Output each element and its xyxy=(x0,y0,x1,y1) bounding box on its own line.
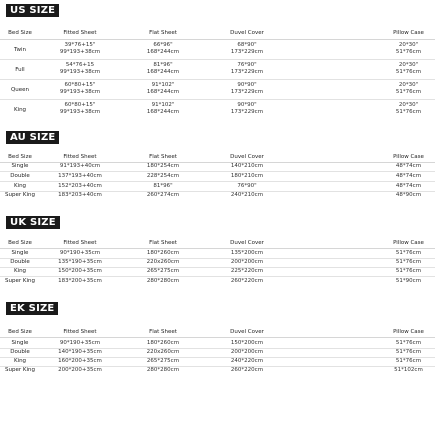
header-duvet-cover: Duvel Cover xyxy=(230,30,264,36)
bed-size-label: King xyxy=(13,183,27,189)
fitted-sheet-cell: 150*200+35cm xyxy=(58,268,102,274)
fitted-sheet-cell: 183*200+35cm xyxy=(58,278,102,284)
duvet-cover-cell: 260*220cm xyxy=(230,278,264,284)
bed-size-label: Twin xyxy=(14,47,26,53)
fitted-sheet-cell: 183*203+40cm xyxy=(58,192,102,198)
pillow-case-cell: 51*76cm xyxy=(395,349,422,355)
duvet-cover-cell: 76*90" xyxy=(237,183,257,189)
flat-sheet-cell: 228*254cm xyxy=(146,173,180,179)
fitted-sheet-cell: 140*190+35cm xyxy=(58,349,102,355)
bed-size-label: Double xyxy=(10,173,30,179)
us-size-badge: US SIZE xyxy=(6,4,59,17)
flat-sheet-cell: 66*96" 168*244cm xyxy=(146,42,180,55)
uk-size-badge: UK SIZE xyxy=(6,216,60,229)
pillow-case-cell: 51*90cm xyxy=(395,278,422,284)
table-row xyxy=(0,250,435,259)
header-fitted-sheet: Fitted Sheet xyxy=(63,154,97,160)
bed-size-label: Super King xyxy=(5,192,35,198)
duvet-cover-cell: 240*210cm xyxy=(230,192,264,198)
bed-size-label: Single xyxy=(11,340,29,346)
table-row xyxy=(0,163,435,172)
table-row xyxy=(0,259,435,268)
duvet-cover-cell: 180*210cm xyxy=(230,173,264,179)
flat-sheet-cell: 280*280cm xyxy=(146,367,180,373)
table-header-row xyxy=(0,154,435,163)
flat-sheet-cell: 260*274cm xyxy=(146,192,180,198)
table-row xyxy=(0,42,435,60)
duvet-cover-cell: 260*220cm xyxy=(230,367,264,373)
pillow-case-cell: 20*30" 51*76cm xyxy=(395,62,422,75)
table-row xyxy=(0,192,435,200)
flat-sheet-cell: 81*96" xyxy=(153,183,173,189)
bed-size-label: Super King xyxy=(5,367,35,373)
pillow-case-cell: 51*102cm xyxy=(394,367,423,373)
bed-size-label: Super King xyxy=(5,278,35,284)
duvet-cover-cell: 200*200cm xyxy=(230,259,264,265)
fitted-sheet-cell: 137*193+40cm xyxy=(58,173,102,179)
fitted-sheet-cell: 39*76+15" 99*193+38cm xyxy=(59,42,101,55)
pillow-case-cell: 51*76cm xyxy=(395,250,422,256)
fitted-sheet-cell: 90*190+35cm xyxy=(59,250,101,256)
table-row xyxy=(0,173,435,182)
pillow-case-cell: 51*76cm xyxy=(395,259,422,265)
table-row xyxy=(0,62,435,80)
duvet-cover-cell: 140*210cm xyxy=(230,163,264,169)
pillow-case-cell: 48*74cm xyxy=(395,173,422,179)
table-header-row xyxy=(0,329,435,338)
pillow-case-cell: 51*76cm xyxy=(395,268,422,274)
header-flat-sheet: Flat Sheet xyxy=(149,154,177,160)
bed-size-label: King xyxy=(13,107,27,113)
header-bed-size: Bed Size xyxy=(8,240,32,246)
pillow-case-cell: 48*74cm xyxy=(395,183,422,189)
table-row xyxy=(0,82,435,100)
header-flat-sheet: Flat Sheet xyxy=(149,30,177,36)
duvet-cover-cell: 76*90" 173*229cm xyxy=(230,62,264,75)
duvet-cover-cell: 240*220cm xyxy=(230,358,264,364)
header-duvet-cover: Duvel Cover xyxy=(230,154,264,160)
bed-size-label: Double xyxy=(10,349,30,355)
table-row xyxy=(0,183,435,192)
fitted-sheet-cell: 60*80+15" 99*193+38cm xyxy=(59,82,101,95)
header-pillow-case: Pillow Case xyxy=(393,154,424,160)
bed-size-label: Single xyxy=(11,163,29,169)
bed-size-label: Full xyxy=(15,67,25,73)
duvet-cover-cell: 68*90" 173*229cm xyxy=(230,42,264,55)
fitted-sheet-cell: 135*190+35cm xyxy=(58,259,102,265)
header-flat-sheet: Flat Sheet xyxy=(149,240,177,246)
duvet-cover-cell: 90*90" 173*229cm xyxy=(230,102,264,115)
flat-sheet-cell: 180*260cm xyxy=(146,340,180,346)
au-size-badge: AU SIZE xyxy=(6,131,59,144)
pillow-case-cell: 51*76cm xyxy=(395,340,422,346)
bed-size-label: Double xyxy=(10,259,30,265)
table-row xyxy=(0,102,435,119)
fitted-sheet-cell: 91*193+40cm xyxy=(59,163,101,169)
pillow-case-cell: 48*90cm xyxy=(395,192,422,198)
header-duvet-cover: Duvel Cover xyxy=(230,329,264,335)
bed-size-label: Queen xyxy=(10,87,30,93)
flat-sheet-cell: 220x260cm xyxy=(146,259,180,265)
pillow-case-cell: 20*30" 51*76cm xyxy=(395,102,422,115)
header-bed-size: Bed Size xyxy=(8,154,32,160)
table-row xyxy=(0,367,435,375)
flat-sheet-cell: 81*96" 168*244cm xyxy=(146,62,180,75)
duvet-cover-cell: 135*200cm xyxy=(230,250,264,256)
header-bed-size: Bed Size xyxy=(8,30,32,36)
fitted-sheet-cell: 152*203+40cm xyxy=(58,183,102,189)
table-header-row xyxy=(0,30,435,40)
ek-size-badge: EK SIZE xyxy=(6,302,58,315)
table-row xyxy=(0,268,435,277)
flat-sheet-cell: 220x260cm xyxy=(146,349,180,355)
flat-sheet-cell: 180*254cm xyxy=(146,163,180,169)
duvet-cover-cell: 225*220cm xyxy=(230,268,264,274)
fitted-sheet-cell: 54*76+15 99*193+38cm xyxy=(59,62,101,75)
pillow-case-cell: 20*30" 51*76cm xyxy=(395,42,422,55)
flat-sheet-cell: 265*275cm xyxy=(146,268,180,274)
flat-sheet-cell: 180*260cm xyxy=(146,250,180,256)
flat-sheet-cell: 91*102" 168*244cm xyxy=(146,82,180,95)
table-header-row xyxy=(0,240,435,249)
header-fitted-sheet: Fitted Sheet xyxy=(63,329,97,335)
bed-size-label: Single xyxy=(11,250,29,256)
table-row xyxy=(0,278,435,286)
header-pillow-case: Pillow Case xyxy=(393,329,424,335)
header-bed-size: Bed Size xyxy=(8,329,32,335)
fitted-sheet-cell: 200*200+35cm xyxy=(58,367,102,373)
flat-sheet-cell: 280*280cm xyxy=(146,278,180,284)
pillow-case-cell: 20*30" 51*76cm xyxy=(395,82,422,95)
header-fitted-sheet: Fitted Sheet xyxy=(63,240,97,246)
table-row xyxy=(0,340,435,349)
duvet-cover-cell: 90*90" 173*229cm xyxy=(230,82,264,95)
fitted-sheet-cell: 160*200+35cm xyxy=(58,358,102,364)
header-pillow-case: Pillow Case xyxy=(393,240,424,246)
bed-size-label: King xyxy=(13,358,27,364)
flat-sheet-cell: 265*275cm xyxy=(146,358,180,364)
table-row xyxy=(0,358,435,367)
header-duvet-cover: Duvel Cover xyxy=(230,240,264,246)
table-row xyxy=(0,349,435,358)
fitted-sheet-cell: 60*80+15" 99*193+38cm xyxy=(59,102,101,115)
flat-sheet-cell: 91*102" 168*244cm xyxy=(146,102,180,115)
pillow-case-cell: 48*74cm xyxy=(395,163,422,169)
fitted-sheet-cell: 90*190+35cm xyxy=(59,340,101,346)
pillow-case-cell: 51*76cm xyxy=(395,358,422,364)
duvet-cover-cell: 200*200cm xyxy=(230,349,264,355)
header-pillow-case: Pillow Case xyxy=(393,30,424,36)
header-fitted-sheet: Fitted Sheet xyxy=(63,30,97,36)
bed-size-label: King xyxy=(13,268,27,274)
duvet-cover-cell: 150*200cm xyxy=(230,340,264,346)
header-flat-sheet: Flat Sheet xyxy=(149,329,177,335)
